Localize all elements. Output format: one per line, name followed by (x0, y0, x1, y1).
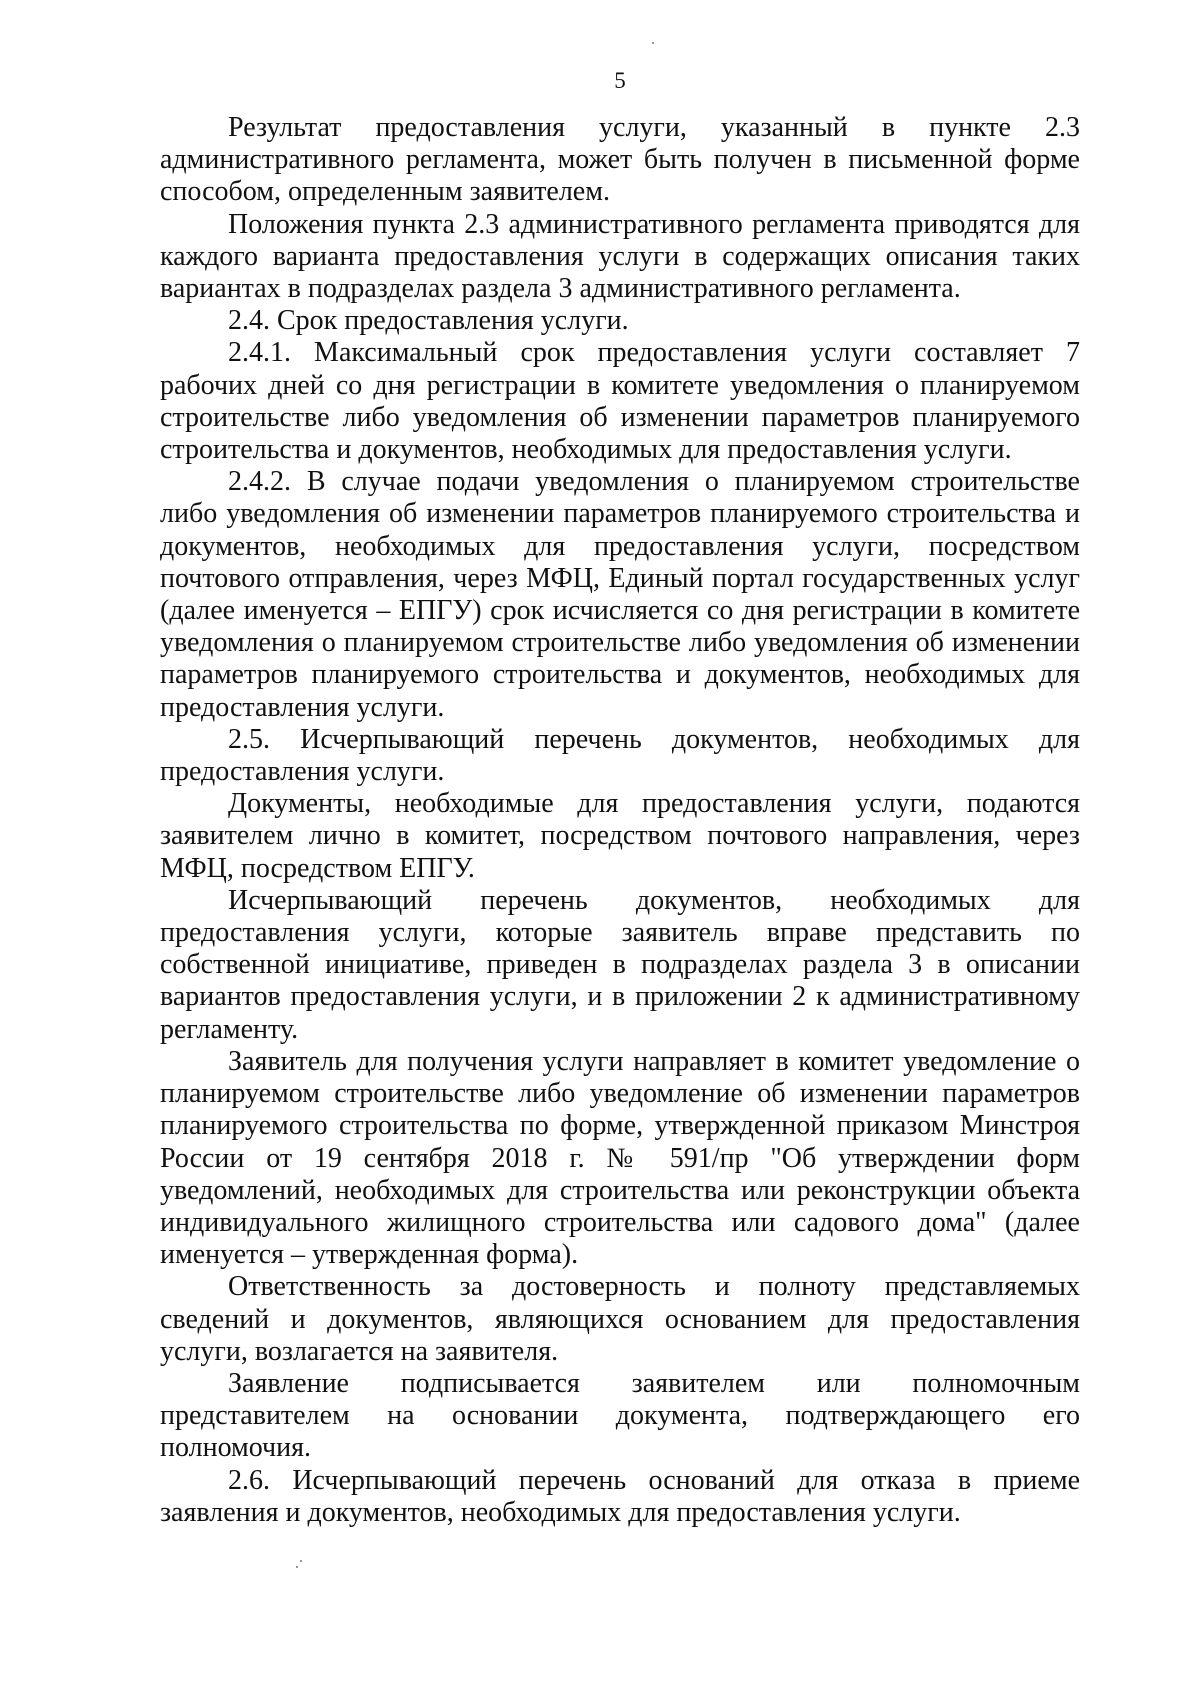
scan-speck (296, 1566, 298, 1568)
paragraph-exhaustive-list: Исчерпывающий перечень документов, необходимых для предоставления услуги, которые заявитель вправе представить по собственной инициативе, приведен в подразделах раздела 3 в описании вариантов предоставления услуги, и в приложении 2 к административному регламенту. (160, 884, 1080, 1045)
paragraph-2-4-2: 2.4.2. В случае подачи уведомления о планируемом строительстве либо уведомления об изменении параметров планируемого строительства и документов, необходимых для предоставления услуги, посредством почтового отправления, через МФЦ, Единый портал государственных услуг (далее именуется – ЕПГУ) срок исчисляется со дня регистрации в комитете уведомления о планируемом строительстве либо уведомления об изменении параметров планируемого строительства и документов, необходимых для предоставления услуги. (160, 466, 1080, 723)
scan-speck (300, 1560, 302, 1562)
paragraph-2-4-1: 2.4.1. Максимальный срок предоставления услуги составляет 7 рабочих дней со дня регистрации в комитете уведомления о планируемом строительстве либо уведомления об изменении параметров планируемого строительства и документов, необходимых для предоставления услуги. (160, 337, 1080, 466)
section-2-5-heading: 2.5. Исчерпывающий перечень документов, необходимых для предоставления услуги. (160, 723, 1080, 788)
paragraph-documents-submission: Документы, необходимые для предоставления услуги, подаются заявителем лично в комитет, посредством почтового направления, через МФЦ, посредством ЕПГУ. (160, 788, 1080, 884)
paragraph-responsibility: Ответственность за достоверность и полноту представляемых сведений и документов, являющихся основанием для предоставления услуги, возлагается на заявителя. (160, 1271, 1080, 1367)
paragraph-provisions-2-3: Положения пункта 2.3 административного регламента приводятся для каждого варианта предоставления услуги в содержащих описания таких вариантах в подразделах раздела 3 административного регламента. (160, 208, 1080, 305)
paragraph-signature: Заявление подписывается заявителем или полномочным представителем на основании документа, подтверждающего его полномочия. (160, 1367, 1080, 1464)
section-2-4-heading: 2.4. Срок предоставления услуги. (228, 305, 629, 337)
section-2-6-heading: 2.6. Исчерпывающий перечень оснований для отказа в приеме заявления и документов, необходимых для предоставления услуги. (160, 1464, 1080, 1528)
document-body (160, 112, 1080, 1529)
paragraph-result-form: Результат предоставления услуги, указанный в пункте 2.3 административного регламента, может быть получен в письменной форме способом, определенным заявителем. (160, 112, 1080, 208)
page-number: 5 (614, 68, 626, 93)
scan-speck (652, 42, 654, 44)
paragraph-applicant-notification: Заявитель для получения услуги направляет в комитет уведомление о планируемом строительстве либо уведомление об изменении параметров планируемого строительства по форме, утвержденной приказом Минстроя России от 19 сентября 2018 г. № 591/пр "Об утверждении форм уведомлений, необходимых для строительства или реконструкции объекта индивидуального жилищного строительства или садового дома" (далее именуется – утвержденная форма). (160, 1045, 1080, 1271)
